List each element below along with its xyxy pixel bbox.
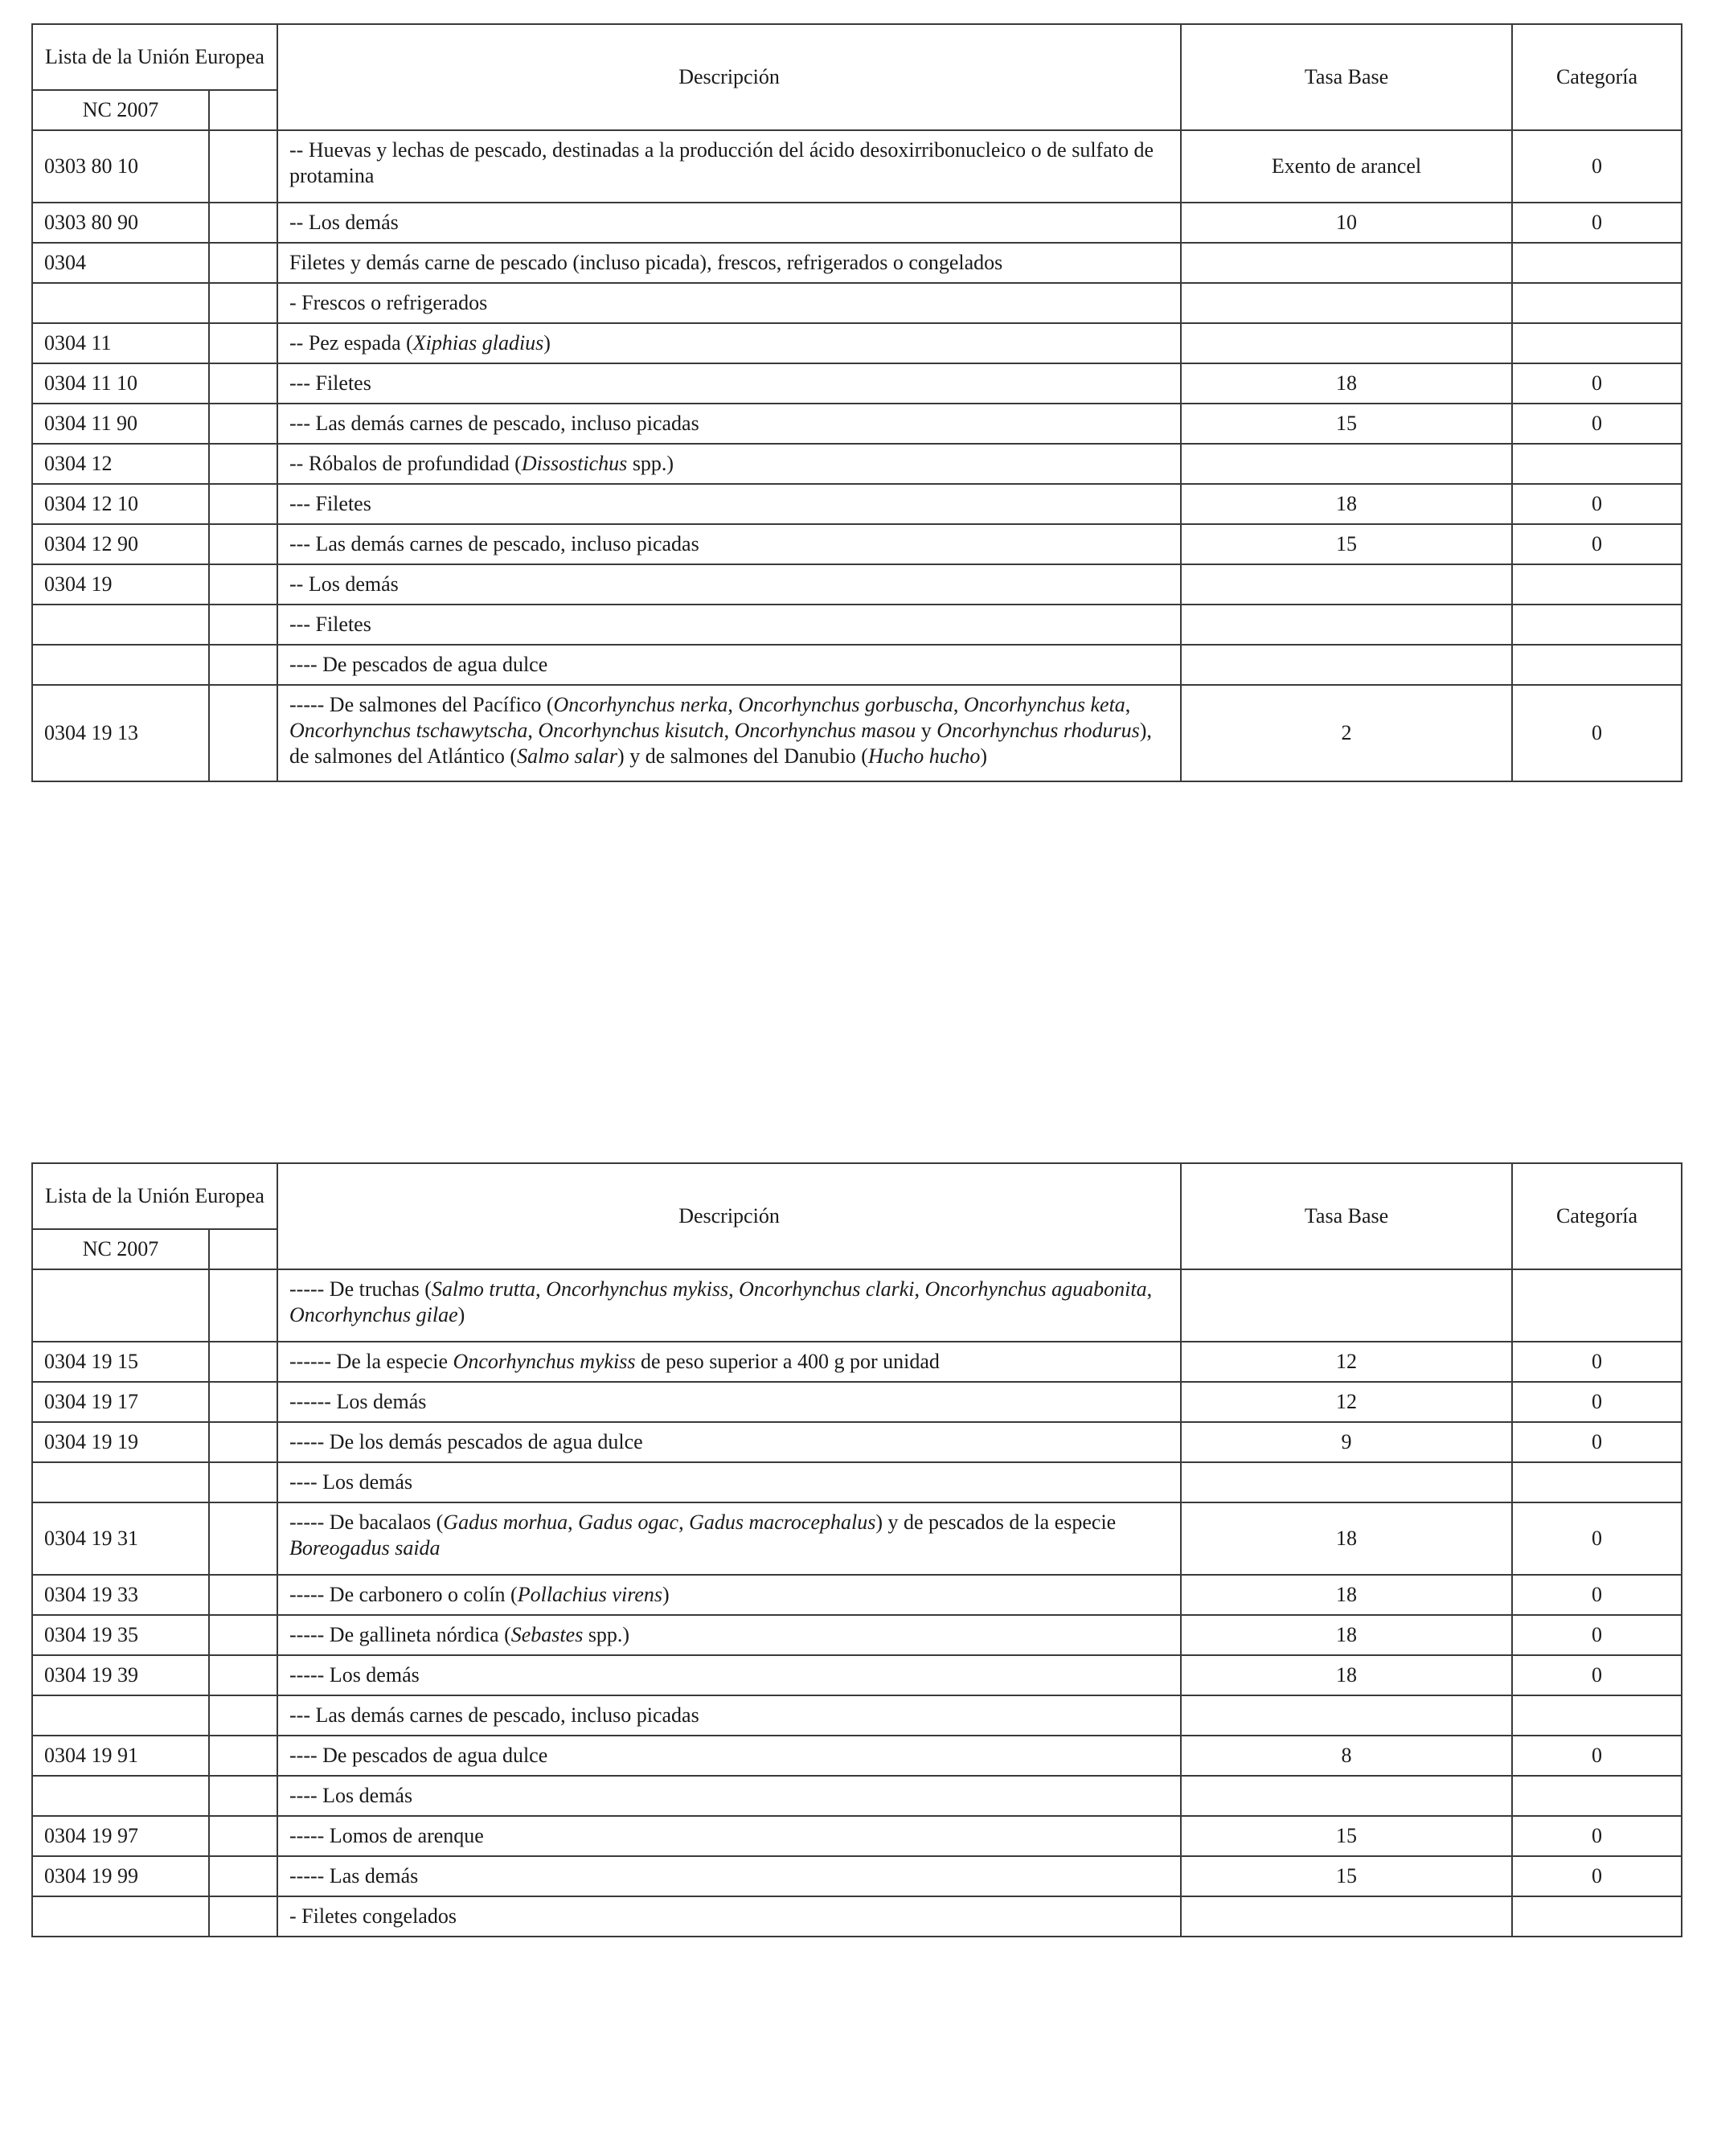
cell-code: 0304 19 17 [32,1382,209,1422]
cell-blank [209,203,277,243]
table-row [32,444,1682,484]
cell-base-rate [1181,1462,1512,1502]
table-row [32,1695,1682,1736]
cell-blank [209,1776,277,1816]
cell-blank [209,1342,277,1382]
cell-description: --- Filetes [277,363,1181,404]
cell-category: 0 [1512,1655,1682,1695]
cell-description: ----- De bacalaos (Gadus morhua, Gadus ogac, Gadus macrocephalus) y de pescados de la especie Boreogadus saida [277,1502,1181,1575]
table-row [32,1422,1682,1462]
table-row [32,1502,1682,1575]
table-body [32,130,1682,781]
cell-description: - Frescos o refrigerados [277,283,1181,323]
header-nc-2007: NC 2007 [32,1229,209,1269]
table-row [32,524,1682,564]
cell-category: 0 [1512,524,1682,564]
cell-category: 0 [1512,1816,1682,1856]
table-row [32,1816,1682,1856]
cell-description: --- Las demás carnes de pescado, incluso picadas [277,1695,1181,1736]
cell-category: 0 [1512,130,1682,203]
cell-code [32,645,209,685]
cell-code: 0304 19 33 [32,1575,209,1615]
cell-base-rate [1181,283,1512,323]
cell-description: ----- De truchas (Salmo trutta, Oncorhynchus mykiss, Oncorhynchus clarki, Oncorhynchus aguabonita, Oncorhynchus gilae) [277,1269,1181,1342]
cell-code: 0304 19 35 [32,1615,209,1655]
header-category: Categoría [1512,24,1682,130]
cell-base-rate [1181,645,1512,685]
cell-category [1512,605,1682,645]
cell-blank [209,484,277,524]
cell-blank [209,1422,277,1462]
cell-category: 0 [1512,484,1682,524]
cell-category [1512,444,1682,484]
cell-category [1512,323,1682,363]
table-row [32,363,1682,404]
header-blank [209,1229,277,1269]
cell-description: -- Pez espada (Xiphias gladius) [277,323,1181,363]
cell-blank [209,283,277,323]
cell-blank [209,444,277,484]
cell-description: -- Róbalos de profundidad (Dissostichus spp.) [277,444,1181,484]
cell-category: 0 [1512,1615,1682,1655]
cell-base-rate: 2 [1181,685,1512,781]
table-row [32,243,1682,283]
header-list-title: Lista de la Unión Europea [32,1163,277,1229]
cell-base-rate: 15 [1181,1816,1512,1856]
cell-base-rate [1181,323,1512,363]
cell-code: 0304 11 10 [32,363,209,404]
cell-code: 0303 80 90 [32,203,209,243]
header-description: Descripción [277,24,1181,130]
cell-blank [209,1269,277,1342]
cell-base-rate: 12 [1181,1342,1512,1382]
cell-blank [209,1856,277,1896]
cell-code: 0304 11 90 [32,404,209,444]
cell-description: ---- De pescados de agua dulce [277,1736,1181,1776]
cell-description: ----- De los demás pescados de agua dulce [277,1422,1181,1462]
cell-description: ----- De gallineta nórdica (Sebastes spp.) [277,1615,1181,1655]
table-row [32,564,1682,605]
cell-code: 0304 19 39 [32,1655,209,1695]
cell-blank [209,1695,277,1736]
table-row [32,1736,1682,1776]
cell-base-rate [1181,444,1512,484]
cell-description: ----- Las demás [277,1856,1181,1896]
table-row [32,685,1682,781]
cell-category: 0 [1512,1502,1682,1575]
cell-base-rate: 12 [1181,1382,1512,1422]
header-nc-2007: NC 2007 [32,90,209,130]
cell-blank [209,1502,277,1575]
cell-base-rate [1181,1896,1512,1937]
cell-base-rate: Exento de arancel [1181,130,1512,203]
cell-category [1512,1776,1682,1816]
cell-base-rate: 18 [1181,363,1512,404]
cell-base-rate: 10 [1181,203,1512,243]
cell-category [1512,1695,1682,1736]
tariff-table-2 [31,1162,1682,1937]
cell-code: 0304 12 90 [32,524,209,564]
header-list-title: Lista de la Unión Europea [32,24,277,90]
cell-description: -- Los demás [277,564,1181,605]
table-row [32,323,1682,363]
cell-code [32,1269,209,1342]
cell-base-rate [1181,564,1512,605]
cell-code: 0304 19 [32,564,209,605]
cell-description: ---- Los demás [277,1776,1181,1816]
cell-code [32,1462,209,1502]
cell-code [32,605,209,645]
table-row [32,1655,1682,1695]
cell-category: 0 [1512,685,1682,781]
cell-category: 0 [1512,1856,1682,1896]
cell-blank [209,1816,277,1856]
cell-category: 0 [1512,1342,1682,1382]
cell-base-rate [1181,1695,1512,1736]
cell-description: ---- Los demás [277,1462,1181,1502]
cell-base-rate: 18 [1181,1502,1512,1575]
cell-description: -- Los demás [277,203,1181,243]
cell-base-rate: 18 [1181,1575,1512,1615]
cell-category: 0 [1512,203,1682,243]
cell-code: 0304 19 13 [32,685,209,781]
table-row [32,1615,1682,1655]
table-row [32,1462,1682,1502]
cell-blank [209,685,277,781]
cell-base-rate: 15 [1181,1856,1512,1896]
cell-description: ----- De salmones del Pacífico (Oncorhynchus nerka, Oncorhynchus gorbuscha, Oncorhynchus keta, Oncorhynchus tschawytscha, Oncorhynchus kisutch, Oncorhynchus masou y Oncorhynchus rhodurus), de salmones del Atlántico (Salmo salar) y de salmones del Danubio (Hucho hucho) [277,685,1181,781]
cell-description: --- Filetes [277,605,1181,645]
table-row [32,1856,1682,1896]
cell-code: 0304 [32,243,209,283]
cell-base-rate: 15 [1181,404,1512,444]
cell-category: 0 [1512,404,1682,444]
cell-category [1512,1462,1682,1502]
cell-code: 0304 19 97 [32,1816,209,1856]
cell-code: 0304 12 [32,444,209,484]
table-row [32,203,1682,243]
cell-base-rate: 9 [1181,1422,1512,1462]
cell-category [1512,283,1682,323]
cell-blank [209,1655,277,1695]
cell-category: 0 [1512,1382,1682,1422]
cell-blank [209,363,277,404]
cell-blank [209,605,277,645]
cell-description: ----- Los demás [277,1655,1181,1695]
table-row [32,1269,1682,1342]
cell-description: --- Las demás carnes de pescado, incluso picadas [277,404,1181,444]
cell-category [1512,243,1682,283]
cell-category: 0 [1512,363,1682,404]
table-row [32,1896,1682,1937]
cell-category: 0 [1512,1736,1682,1776]
table-header [32,1163,1682,1269]
cell-code: 0303 80 10 [32,130,209,203]
cell-description: --- Filetes [277,484,1181,524]
header-base-rate: Tasa Base [1181,1163,1512,1269]
cell-category: 0 [1512,1422,1682,1462]
cell-category [1512,1896,1682,1937]
cell-blank [209,243,277,283]
cell-base-rate: 18 [1181,1655,1512,1695]
cell-base-rate: 8 [1181,1736,1512,1776]
cell-description: ------ Los demás [277,1382,1181,1422]
cell-category [1512,1269,1682,1342]
cell-blank [209,645,277,685]
tariff-table-1 [31,23,1682,782]
cell-code: 0304 19 19 [32,1422,209,1462]
cell-code: 0304 19 99 [32,1856,209,1896]
cell-description: --- Las demás carnes de pescado, incluso picadas [277,524,1181,564]
cell-blank [209,564,277,605]
cell-base-rate: 15 [1181,524,1512,564]
cell-category: 0 [1512,1575,1682,1615]
cell-blank [209,323,277,363]
table-row [32,283,1682,323]
header-description: Descripción [277,1163,1181,1269]
cell-base-rate [1181,1269,1512,1342]
cell-code: 0304 12 10 [32,484,209,524]
table-row [32,1342,1682,1382]
cell-description: Filetes y demás carne de pescado (incluso picada), frescos, refrigerados o congelados [277,243,1181,283]
cell-code [32,283,209,323]
table-row [32,645,1682,685]
cell-blank [209,404,277,444]
cell-description: -- Huevas y lechas de pescado, destinadas a la producción del ácido desoxirribonucleico o de sulfato de protamina [277,130,1181,203]
cell-blank [209,1736,277,1776]
cell-description: ---- De pescados de agua dulce [277,645,1181,685]
cell-base-rate [1181,1776,1512,1816]
table-header [32,24,1682,130]
cell-category [1512,564,1682,605]
cell-code: 0304 19 15 [32,1342,209,1382]
cell-code [32,1896,209,1937]
header-blank [209,90,277,130]
cell-blank [209,524,277,564]
table-row [32,1575,1682,1615]
cell-blank [209,1575,277,1615]
cell-blank [209,1615,277,1655]
cell-description: ----- Lomos de arenque [277,1816,1181,1856]
cell-code: 0304 19 31 [32,1502,209,1575]
cell-code: 0304 19 91 [32,1736,209,1776]
cell-blank [209,1382,277,1422]
table-row [32,404,1682,444]
cell-base-rate [1181,605,1512,645]
cell-blank [209,130,277,203]
cell-code [32,1695,209,1736]
table-body [32,1269,1682,1937]
cell-description: - Filetes congelados [277,1896,1181,1937]
cell-description: ------ De la especie Oncorhynchus mykiss de peso superior a 400 g por unidad [277,1342,1181,1382]
cell-code: 0304 11 [32,323,209,363]
cell-base-rate [1181,243,1512,283]
table-row [32,484,1682,524]
header-base-rate: Tasa Base [1181,24,1512,130]
cell-category [1512,645,1682,685]
cell-blank [209,1896,277,1937]
table-row [32,605,1682,645]
cell-description: ----- De carbonero o colín (Pollachius virens) [277,1575,1181,1615]
cell-blank [209,1462,277,1502]
table-row [32,130,1682,203]
table-row [32,1776,1682,1816]
cell-base-rate: 18 [1181,484,1512,524]
cell-code [32,1776,209,1816]
header-category: Categoría [1512,1163,1682,1269]
cell-base-rate: 18 [1181,1615,1512,1655]
table-row [32,1382,1682,1422]
